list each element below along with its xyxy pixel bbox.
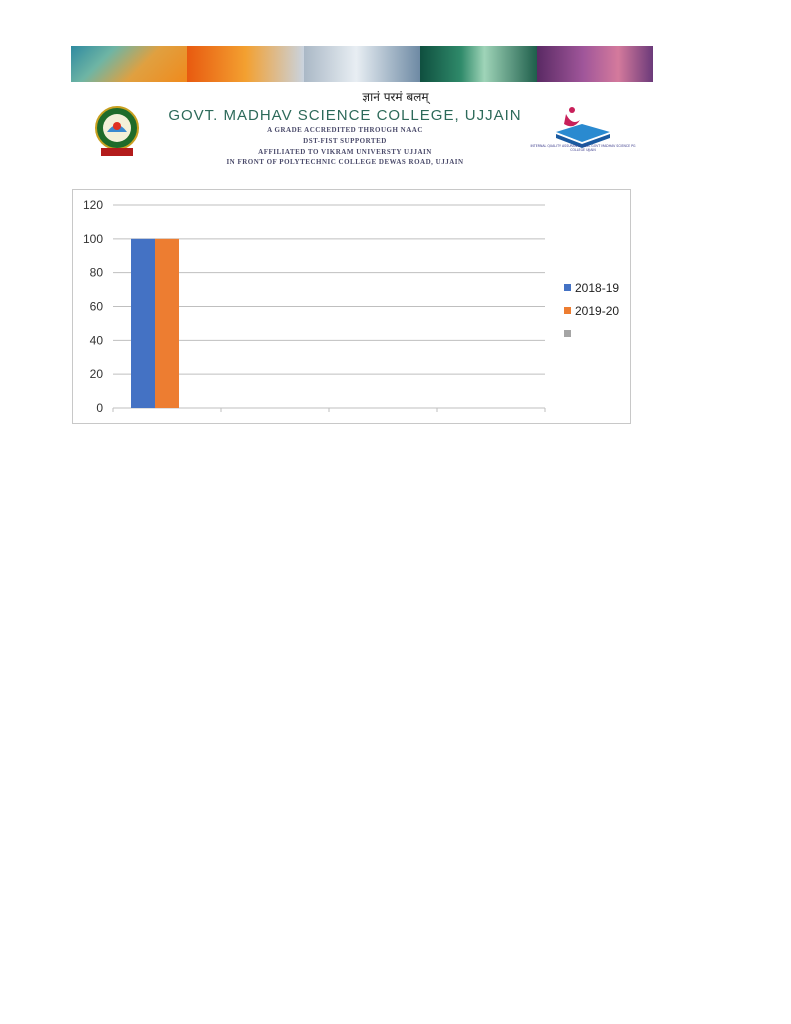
y-tick-label: 120 [82,198,103,212]
y-tick-label: 100 [82,231,103,246]
banner-atoms-image [537,46,653,82]
legend-swatch [564,307,571,314]
y-tick-label: 0 [96,401,103,415]
affiliation-line: AFFILIATED TO VIKRAM UNIVERSTY UJJAIN [258,148,432,156]
y-tick-label: 80 [89,265,103,280]
legend-item [564,322,619,345]
legend-item [564,276,619,299]
legend-item [564,299,619,322]
banner-molecule-image [420,46,536,82]
address-line: IN FRONT OF POLYTECHNIC COLLEGE DEWAS ROAD, UJJAIN [226,158,464,166]
chart-legend [564,276,619,345]
bar-2018-19 [131,239,155,408]
y-tick-label: 60 [89,299,103,314]
y-tick-label: 40 [89,333,103,348]
dst-fist-line: DST-FIST SUPPORTED [303,137,387,145]
banner-robot-image [304,46,420,82]
legend-swatch [564,330,571,337]
college-motto: ज्ञानं परमं बलम् [362,90,429,104]
college-seal-logo [89,104,145,160]
banner-physics-image [187,46,303,82]
legend-swatch [564,284,571,291]
bar-2019-20 [155,239,179,408]
iqac-caption: INTERNAL QUALITY ASSURANCE CELL GOVT MADHAV SCIENCE PG COLLEGE UJJAIN [530,144,636,152]
banner-chemistry-image [71,46,187,82]
legend-label: 2019-20 [575,303,620,318]
college-name: GOVT. MADHAV SCIENCE COLLEGE, UJJAIN [168,107,522,124]
legend-label: 2018-19 [575,280,620,295]
accreditation-line: A GRADE ACCREDITED THROUGH NAAC [267,126,423,134]
header-banner [71,46,653,82]
y-tick-label: 20 [89,367,103,382]
bar-chart [73,190,632,425]
chart-area [72,189,631,424]
